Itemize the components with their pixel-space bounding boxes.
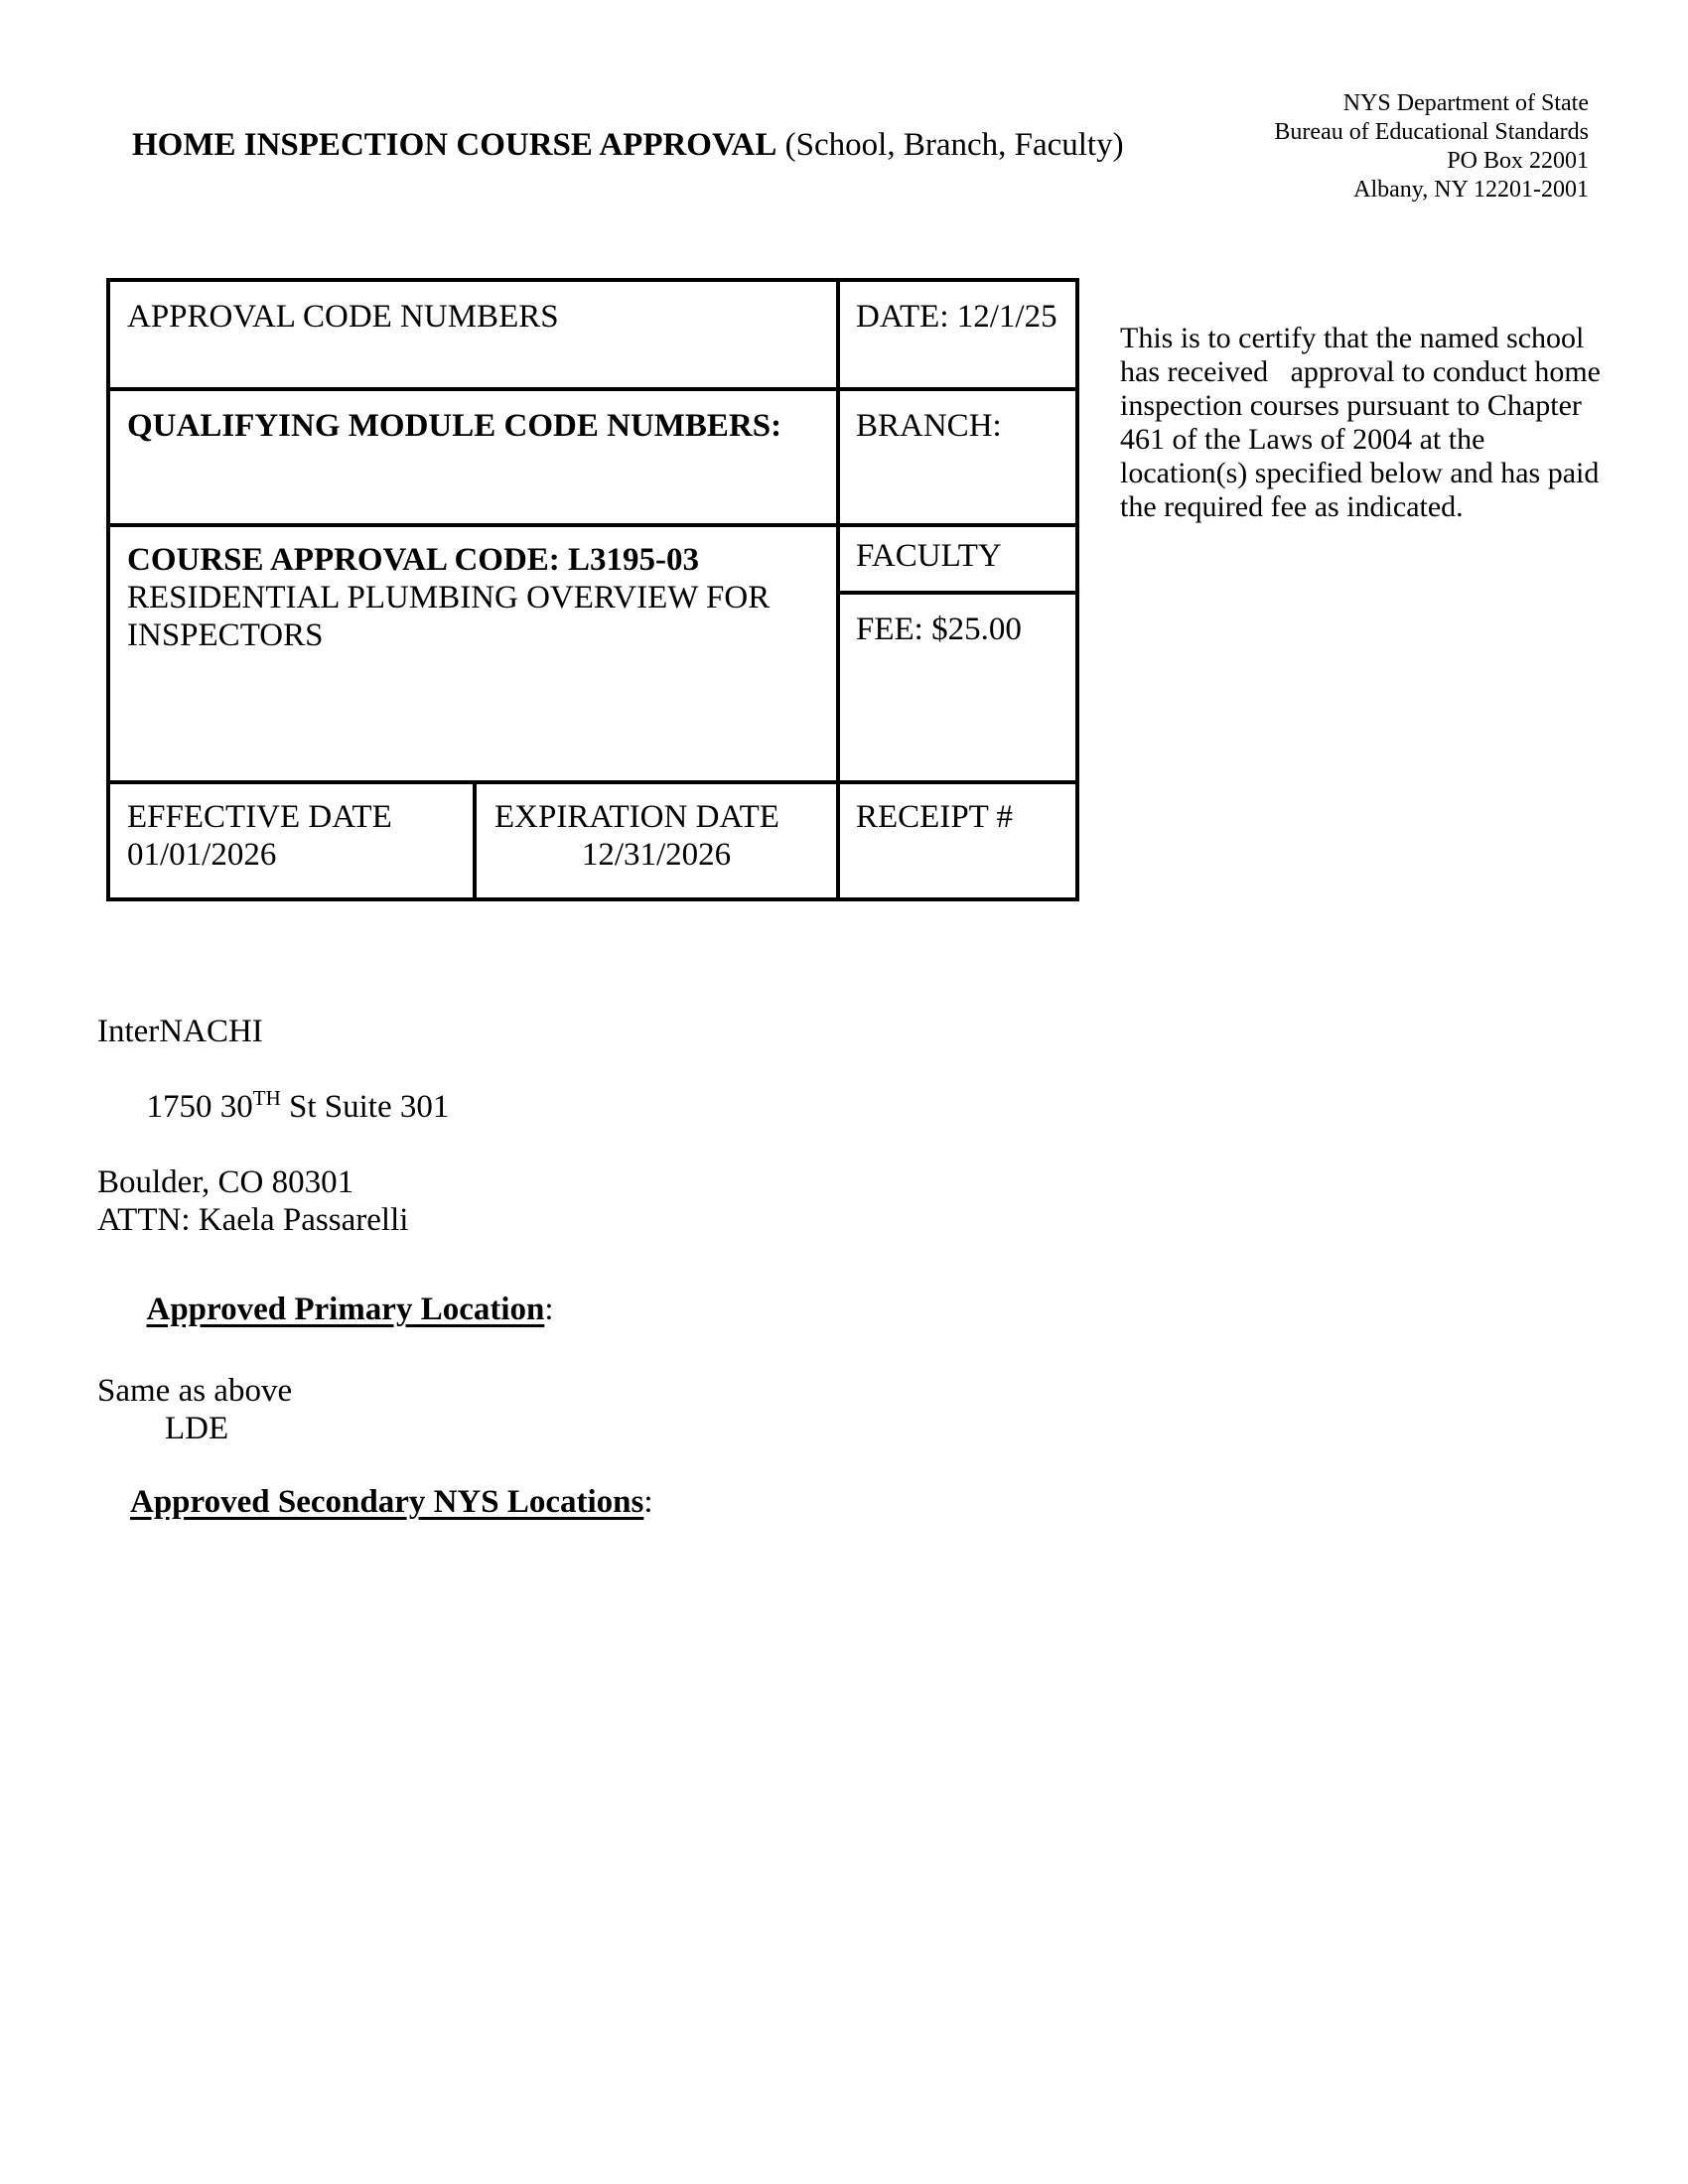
department-address-block xyxy=(1274,89,1589,205)
cell-receipt xyxy=(840,784,1075,897)
street-ordinal: TH xyxy=(252,1086,281,1110)
receipt-label: RECEIPT # xyxy=(856,799,1013,835)
school-attn: ATTN: Kaela Passarelli xyxy=(97,1202,409,1238)
primary-location-code: LDE xyxy=(165,1411,229,1446)
effective-date-label: EFFECTIVE DATE xyxy=(127,799,392,835)
course-title-line: RESIDENTIAL PLUMBING OVERVIEW FOR xyxy=(127,580,771,615)
approval-table xyxy=(106,278,1079,901)
effective-date-value: 01/01/2026 xyxy=(127,837,277,873)
certification-line: has received approval to conduct home xyxy=(1120,355,1601,388)
certification-line: inspection courses pursuant to Chapter xyxy=(1120,389,1582,422)
primary-location-heading-text: Approved Primary Location xyxy=(146,1292,545,1327)
cell-faculty xyxy=(840,527,1075,591)
page-title-main: HOME INSPECTION COURSE APPROVAL xyxy=(132,127,777,163)
branch-label: BRANCH: xyxy=(856,408,1002,444)
approval-code-label: APPROVAL CODE NUMBERS xyxy=(127,299,559,335)
expiration-date-value: 12/31/2026 xyxy=(581,837,732,873)
certification-line: This is to certify that the named school xyxy=(1120,322,1585,354)
primary-location-value: Same as above xyxy=(97,1373,293,1409)
expiration-date-label: EXPIRATION DATE xyxy=(494,799,779,835)
page-title xyxy=(99,85,1124,205)
dept-line: NYS Department of State xyxy=(1342,90,1589,116)
cell-approval-code-numbers xyxy=(110,282,836,387)
page-title-subtitle: (School, Branch, Faculty) xyxy=(776,127,1124,163)
cell-course-approval xyxy=(110,527,836,780)
faculty-label: FACULTY xyxy=(856,538,1002,574)
street-number: 1750 30 xyxy=(146,1089,253,1125)
certification-line: location(s) specified below and has paid xyxy=(1120,457,1600,489)
primary-location-section xyxy=(97,1247,554,1447)
school-name: InterNACHI xyxy=(97,1014,263,1049)
dept-line: PO Box 22001 xyxy=(1447,148,1589,174)
primary-location-colon: : xyxy=(544,1292,554,1327)
cell-date xyxy=(840,282,1075,387)
certification-line: 461 of the Laws of 2004 at the xyxy=(1120,423,1485,456)
primary-location-heading xyxy=(97,1247,554,1372)
school-address-block xyxy=(97,1013,449,1239)
qualifying-module-label: QUALIFYING MODULE CODE NUMBERS: xyxy=(127,408,782,444)
fee-value: FEE: $25.00 xyxy=(856,612,1022,647)
cell-branch xyxy=(840,391,1075,523)
secondary-locations-heading-text: Approved Secondary NYS Locations xyxy=(130,1484,644,1520)
school-street xyxy=(97,1050,449,1163)
cell-fee xyxy=(840,595,1075,780)
course-title-line: INSPECTORS xyxy=(127,617,324,653)
date-value: DATE: 12/1/25 xyxy=(856,299,1057,335)
certification-text xyxy=(1120,322,1601,524)
secondary-locations-section xyxy=(97,1439,653,1565)
certification-line: the required fee as indicated. xyxy=(1120,490,1464,523)
cell-effective-date xyxy=(110,784,473,897)
street-rest: St Suite 301 xyxy=(280,1089,450,1125)
dept-line: Albany, NY 12201-2001 xyxy=(1353,177,1589,203)
school-city: Boulder, CO 80301 xyxy=(97,1164,354,1200)
cell-qualifying-module xyxy=(110,391,836,523)
cell-expiration-date xyxy=(477,784,836,897)
dept-line: Bureau of Educational Standards xyxy=(1274,119,1589,145)
secondary-locations-colon: : xyxy=(643,1484,653,1520)
course-approval-code: COURSE APPROVAL CODE: L3195-03 xyxy=(127,542,700,578)
